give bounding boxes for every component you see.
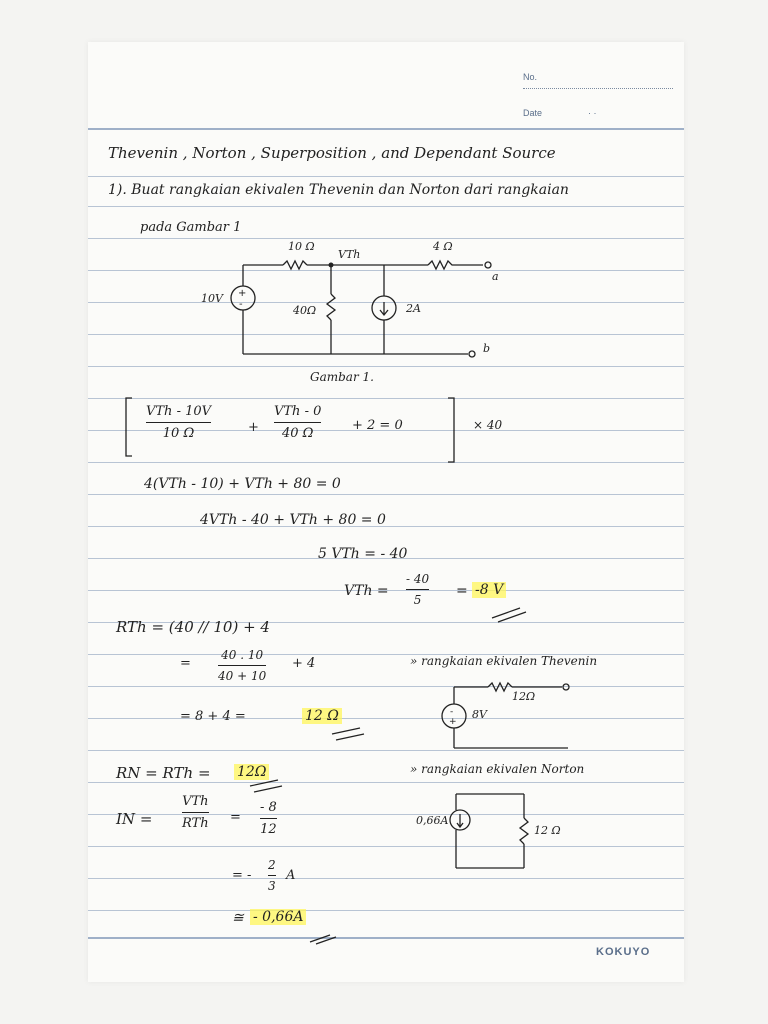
rule-line [88, 366, 684, 367]
in-fraction-1 [182, 794, 209, 831]
vth-value-highlight: -8 V [472, 582, 506, 598]
norton-eq-label: » rangkaian ekivalen Norton [410, 762, 585, 776]
in-approx: ≅ [232, 910, 244, 926]
rule-line [88, 238, 684, 239]
rule-line [88, 176, 684, 177]
nodal-rest: + 2 = 0 [352, 418, 403, 433]
nodal-term-1 [146, 404, 211, 441]
rn-line: RN = RTh = [116, 764, 211, 782]
rth-value-highlight: 12 Ω [302, 708, 342, 724]
rth-fraction [218, 648, 266, 683]
rule-line [88, 270, 684, 271]
in-lhs: IN = [116, 810, 153, 828]
in-den-3: 3 [268, 879, 276, 893]
rule-line [88, 686, 684, 687]
thevenin-source-label: 8V [472, 708, 487, 721]
fraction-bar [274, 422, 321, 423]
in-eq-1: = [230, 810, 241, 825]
step-1: 4(VTh - 10) + VTh + 80 = 0 [144, 476, 341, 492]
rule-line [88, 206, 684, 207]
date-label: Date [523, 108, 543, 118]
nodal-term-2-num: VTh - 0 [274, 404, 322, 419]
svg-text:-: - [450, 707, 454, 717]
rth-value [302, 708, 342, 724]
norton-resistor-label: 12 Ω [534, 824, 561, 837]
vth-equals: = [456, 583, 468, 599]
rule-line [88, 878, 684, 879]
svg-text:+: + [238, 288, 247, 299]
rule-line [88, 782, 684, 783]
vth-node-label: VTh [338, 248, 361, 261]
step-2: 4VTh - 40 + VTh + 80 = 0 [200, 512, 386, 528]
rule-line [88, 462, 684, 463]
page-title: Thevenin , Norton , Superposition , and Dependant Source [108, 144, 556, 162]
in-num-1: VTh [182, 794, 209, 809]
vth-den: 5 [413, 593, 422, 607]
rule-line [88, 910, 684, 911]
terminal-a-label: a [492, 270, 499, 283]
footer-rule [88, 937, 684, 939]
rth-plus-4: + 4 [292, 656, 316, 671]
thevenin-resistor-label: 12Ω [512, 690, 536, 703]
fraction-bar [260, 818, 277, 819]
vth-fraction [406, 572, 429, 607]
norton-source-label: 0,66A [416, 814, 449, 827]
nodal-term-1-num: VTh - 10V [146, 404, 212, 419]
in-den-1: RTh [182, 816, 209, 831]
brand-logo: KOKUYO [596, 946, 651, 958]
problem-line-2: pada Gambar 1 [140, 220, 242, 235]
resistor-4-label: 4 Ω [433, 240, 453, 253]
rule-line [88, 334, 684, 335]
notebook-page [88, 42, 684, 982]
rth-line-3: = 8 + 4 = [180, 709, 246, 724]
nodal-term-2-den: 40 Ω [281, 426, 314, 441]
rule-line [88, 526, 684, 527]
rule-line [88, 750, 684, 751]
no-label: No. [523, 72, 538, 82]
rth-num: 40 . 10 [221, 648, 264, 662]
vth-num: - 40 [406, 572, 430, 586]
terminal-b-label: b [483, 342, 491, 355]
rth-line-1: RTh = (40 // 10) + 4 [116, 618, 270, 636]
in-num-2: - 8 [260, 800, 277, 815]
rule-line [88, 846, 684, 847]
header-rule [88, 128, 684, 130]
in-fraction-2 [260, 800, 277, 837]
fraction-bar [406, 589, 429, 590]
rule-line [88, 814, 684, 815]
fraction-bar [218, 665, 266, 666]
rule-line [88, 302, 684, 303]
in-fraction-3 [268, 858, 276, 893]
rn-value-highlight: 12Ω [234, 764, 269, 780]
svg-text:-: - [239, 299, 243, 310]
rth-eq-2: = [180, 656, 191, 671]
resistor-40-label: 40Ω [293, 304, 317, 317]
rth-den: 40 + 10 [218, 669, 267, 683]
in-value-highlight: - 0,66A [250, 909, 306, 925]
rule-line [88, 494, 684, 495]
nodal-term-2 [274, 404, 321, 441]
in-num-3: 2 [268, 858, 276, 872]
voltage-source-label: 10V [201, 292, 223, 305]
in-den-2: 12 [260, 822, 277, 837]
rn-value [234, 764, 269, 780]
vth-lhs: VTh = [344, 583, 389, 599]
in-value [250, 909, 306, 925]
no-line [523, 88, 673, 89]
in-eq-2: = - [232, 868, 252, 883]
nodal-plus: + [248, 420, 259, 435]
vth-value [472, 582, 506, 598]
rule-line [88, 718, 684, 719]
rule-line [88, 398, 684, 399]
in-unit: A [286, 868, 296, 883]
nodal-multiplier: × 40 [473, 418, 503, 432]
problem-line-1: 1). Buat rangkaian ekivalen Thevenin dan Norton dari rangkaian [108, 182, 569, 198]
step-3: 5 VTh = - 40 [318, 546, 408, 562]
figure-caption: Gambar 1. [310, 370, 374, 384]
fraction-bar [182, 812, 209, 813]
fraction-bar [146, 422, 211, 423]
resistor-10-label: 10 Ω [288, 240, 315, 253]
fraction-bar [268, 875, 276, 876]
date-separators: · · [588, 108, 597, 118]
svg-text:+: + [449, 717, 457, 727]
current-source-label: 2A [406, 302, 421, 315]
nodal-term-1-den: 10 Ω [162, 426, 195, 441]
thevenin-eq-label: » rangkaian ekivalen Thevenin [410, 654, 598, 668]
